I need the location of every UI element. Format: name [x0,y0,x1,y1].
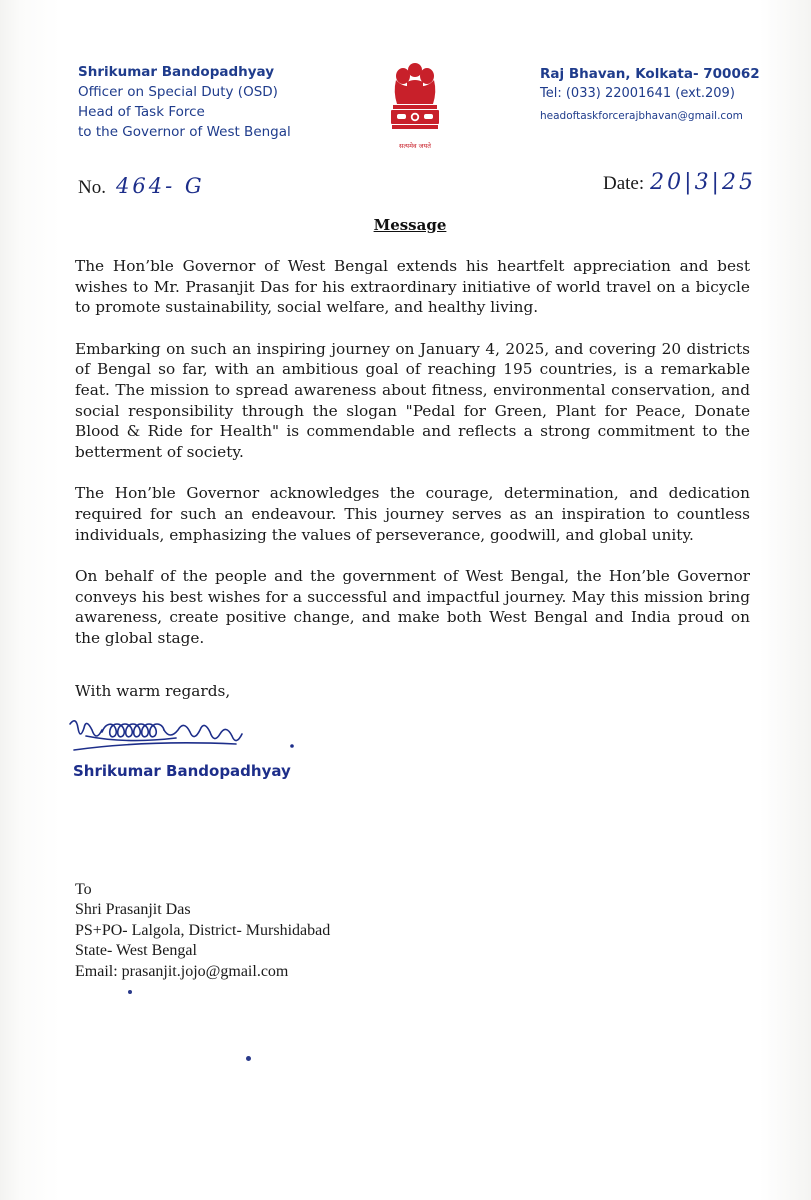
message-body [75,256,750,670]
message-paragraph: The Hon’ble Governor of West Bengal extends his heartfelt appreciation and best wishes to Mr. Prasanjit Das for his extraordinary initiative of world travel on a bicycle to promote sustainability, social welfare, and healthy living. [75,257,750,317]
office-phone: Tel: (033) 22001641 (ext.209) [540,86,735,101]
emblem-motto: सत्यमेव जयते [399,142,431,150]
sender-title-task-force: Head of Task Force [78,104,205,120]
sender-block [78,62,291,142]
recipient-address: PS+PO- Lalgola, District- Murshidabad [75,921,331,939]
ink-speck [246,1056,251,1061]
message-paragraph: The Hon’ble Governor acknowledges the courage, determination, and dedication required for such an endeavour. This journey serves as an inspiration to countless individuals, emphasizing the values of perseverance, goodwill, and global unity. [75,484,750,544]
date-value: 20|3|25 [650,170,756,195]
recipient-to-label: To [75,881,92,898]
reference-number-value: 464- G [115,174,205,198]
office-address: Raj Bhavan, Kolkata- 700062 [540,66,760,82]
message-paragraph: Embarking on such an inspiring journey on January 4, 2025, and covering 20 districts of Bengal so far, with an ambitious goal of reaching 195 countries, is a remarkable feat. The mission to spread awareness about fitness, environmental conservation, and social responsibility through the slogan "Pedal for Green, Plant for Peace, Donate Blood & Ride for Health" is commendable and reflects a strong commitment to the betterment of society. [75,339,750,461]
recipient-block [75,880,330,982]
national-emblem-icon [383,58,447,158]
sender-name: Shrikumar Bandopadhyay [78,64,275,80]
message-heading: Message [373,216,447,234]
sender-title-osd: Officer on Special Duty (OSD) [78,84,278,100]
sender-title-governor: to the Governor of West Bengal [78,124,291,140]
message-paragraph: On behalf of the people and the government of West Bengal, the Hon’ble Governor conveys his best wishes for a successful and impactful journey. May this mission bring awareness, create positive change, and make both West Bengal and India proud on the global stage. [75,567,750,647]
reference-number [78,174,205,199]
letter-date [603,170,756,195]
date-label: Date: [603,173,645,194]
office-email: headoftaskforcerajbhavan@gmail.com [540,110,743,122]
signatory-name: Shrikumar Bandopadhyay [73,762,291,780]
recipient-email: Email: prasanjit.jojo@gmail.com [75,962,289,980]
closing-line: With warm regards, [75,682,231,700]
reference-number-label: No. [78,177,106,198]
recipient-name: Shri Prasanjit Das [75,901,191,919]
ink-speck [128,990,132,994]
recipient-state: State- West Bengal [75,942,197,960]
contact-block [540,64,760,126]
